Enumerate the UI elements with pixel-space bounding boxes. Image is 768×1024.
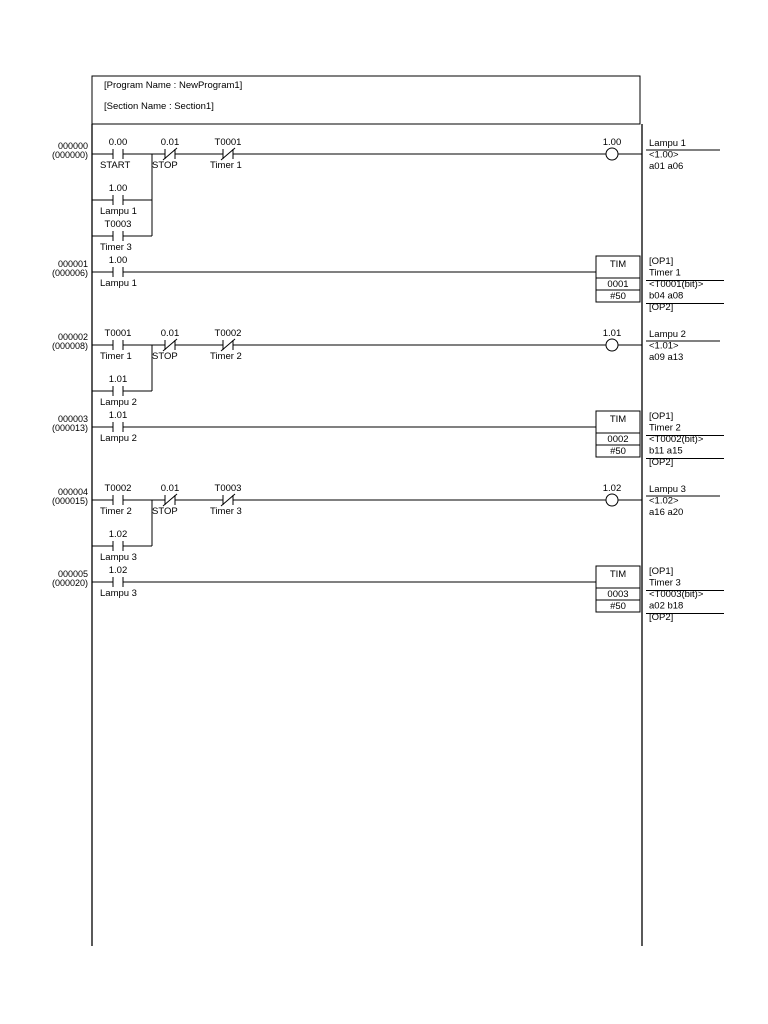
contact-1-label: STOP [152, 351, 178, 362]
contact-0-address: T0002 [104, 483, 132, 494]
output-comment-line: a09 a13 [649, 352, 684, 363]
output-comment-line: [OP2] [649, 457, 674, 468]
rung-1 [52, 255, 724, 313]
timer-label: TIM [609, 569, 627, 580]
output-comment-line: [OP1] [649, 566, 674, 577]
rung-step-number: 000004 [57, 487, 88, 497]
contact-1-label: STOP [152, 160, 178, 171]
branch-contact-0-address: 1.01 [108, 374, 128, 385]
output-comment-line: a01 a06 [649, 161, 684, 172]
output-comment-line: a02 b18 [649, 600, 684, 612]
rungs-layer [52, 137, 724, 623]
section-name: [Section Name : Section1] [104, 101, 214, 112]
contact-0-address: 1.02 [108, 565, 128, 576]
branch-contact-0-address: 1.02 [108, 529, 128, 540]
output-comment-line: <T0002(bit)> [649, 434, 704, 445]
contact-2-address: T0003 [214, 483, 242, 494]
contact-0-address: 1.01 [108, 410, 128, 421]
contact-0-label: START [100, 160, 131, 171]
branch-contact-0-address: 1.00 [108, 183, 128, 194]
contact-1-address: 0.01 [160, 328, 180, 339]
contact-2-label: Timer 3 [210, 506, 242, 517]
rung-4 [52, 483, 720, 563]
rung-step-number: 000001 [57, 259, 88, 269]
branch-contact-0-label: Lampu 1 [100, 206, 137, 217]
contact-1-label: STOP [152, 506, 178, 517]
output-coil [606, 494, 618, 506]
contact-0-address: 1.00 [108, 255, 128, 266]
contact-2-label: Timer 2 [210, 351, 242, 362]
rung-address: (000008) [51, 341, 88, 351]
timer-label: TIM [609, 414, 627, 425]
output-comment-line: <T0003(bit)> [649, 589, 704, 600]
timer-number: 0001 [607, 279, 629, 290]
rung-3 [52, 410, 724, 468]
rung-address: (000015) [51, 496, 88, 506]
contact-0-address: 0.00 [108, 137, 128, 148]
contact-1-address: 0.01 [160, 137, 180, 148]
output-comment-line: <1.00> [649, 149, 679, 161]
branch-contact-0-label: Lampu 3 [100, 552, 137, 563]
contact-0-label: Timer 2 [100, 506, 132, 517]
output-coil [606, 339, 618, 351]
output-coil-address: 1.00 [602, 137, 622, 148]
output-comment-line: <T0001(bit)> [649, 279, 704, 290]
timer-setpoint: #50 [610, 446, 626, 457]
output-comment-line: <1.01> [649, 340, 679, 352]
contact-0-address: T0001 [104, 328, 132, 339]
output-comment-line: Lampu 3 [649, 484, 686, 495]
rung-0 [52, 137, 720, 253]
timer-number: 0003 [607, 589, 629, 600]
output-comment-line: Timer 3 [649, 577, 681, 589]
output-comment-line: b04 a08 [649, 290, 684, 302]
contact-2-label: Timer 1 [210, 160, 242, 171]
output-comment-line: Lampu 2 [649, 329, 686, 340]
rung-address: (000006) [51, 268, 88, 278]
contact-0-label: Lampu 1 [100, 278, 137, 289]
rung-address: (000020) [51, 578, 88, 588]
contact-1-address: 0.01 [160, 483, 180, 494]
output-comment-line: a16 a20 [649, 507, 684, 518]
timer-label: TIM [609, 259, 627, 270]
branch-contact-0-label: Lampu 2 [100, 397, 137, 408]
output-comment-line: Timer 2 [649, 422, 681, 434]
output-coil [606, 148, 618, 160]
branch-contact-1-label: Timer 3 [100, 242, 132, 253]
contact-0-label: Lampu 3 [100, 588, 137, 599]
output-comment-line: Lampu 1 [649, 138, 686, 149]
rung-address: (000013) [51, 423, 88, 433]
rung-address: (000000) [51, 150, 88, 160]
rung-2 [52, 328, 720, 408]
rung-5 [52, 565, 724, 623]
output-comment-line: Timer 1 [649, 267, 681, 279]
rung-step-number: 000003 [57, 414, 88, 424]
contact-2-address: T0002 [214, 328, 242, 339]
output-comment-line: [OP2] [649, 612, 674, 623]
contact-0-label: Lampu 2 [100, 433, 137, 444]
contact-0-label: Timer 1 [100, 351, 132, 362]
timer-setpoint: #50 [610, 291, 626, 302]
rung-step-number: 000002 [57, 332, 88, 342]
rung-step-number: 000000 [57, 141, 88, 151]
output-comment-line: [OP2] [649, 302, 674, 313]
output-comment-line: [OP1] [649, 256, 674, 267]
output-comment-line: [OP1] [649, 411, 674, 422]
output-coil-address: 1.01 [602, 328, 622, 339]
branch-contact-1-address: T0003 [104, 219, 132, 230]
timer-setpoint: #50 [610, 601, 626, 612]
output-comment-line: b11 a15 [649, 445, 683, 457]
output-coil-address: 1.02 [602, 483, 622, 494]
output-comment-line: <1.02> [649, 495, 679, 507]
contact-2-address: T0001 [214, 137, 242, 148]
rung-step-number: 000005 [57, 569, 88, 579]
program-name: [Program Name : NewProgram1] [104, 80, 243, 91]
timer-number: 0002 [607, 434, 629, 445]
